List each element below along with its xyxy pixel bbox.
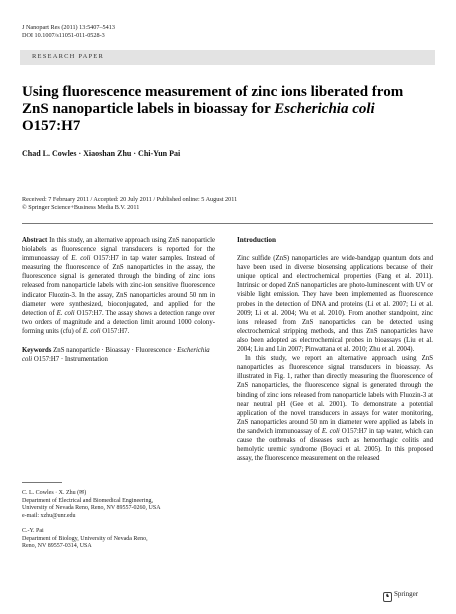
keywords xyxy=(22,346,215,364)
abstract-heading: Abstract xyxy=(22,237,48,244)
right-column xyxy=(237,236,433,463)
article-type-band xyxy=(20,50,435,65)
abstract-italic-1: E. coli xyxy=(71,255,91,263)
affiliation-2-address: Reno, NV 89557-0314, USA xyxy=(22,543,92,550)
affiliation-2 xyxy=(22,528,215,551)
keywords-text-1: ZnS nanoparticle · Bioassay · Fluorescence · xyxy=(51,347,178,355)
author-list: Chad L. Cowles · Xiaoshan Zhu · Chi-Yun Pai xyxy=(22,149,181,158)
springer-horse-icon: ♞ xyxy=(383,592,392,602)
title-main: Using fluorescence measurement of zinc ions liberated from ZnS nanoparticle labels in bioassay for xyxy=(22,84,404,117)
article-type-label: RESEARCH PAPER xyxy=(32,53,105,60)
paper-title xyxy=(22,84,432,135)
intro-p2-italic: E. coli xyxy=(321,427,340,435)
publisher-name: Springer xyxy=(394,590,419,598)
affiliation-1-authors: C. L. Cowles · X. Zhu (✉) xyxy=(22,490,87,496)
intro-p2-text-2: O157:H7 in tap water, which can cause the outbreaks of diseases such as hemorrhagic colitis and hemolytic uremic syndrome (Boyaci et al. 2005). In this proposed assay, the fluorescence measurement on the released xyxy=(237,427,433,463)
abstract-italic-3: E. coli xyxy=(82,327,101,335)
abstract xyxy=(22,236,215,336)
copyright-line: © Springer Science+Business Media B.V. 2011 xyxy=(22,204,140,211)
abstract-italic-2: E. coli xyxy=(56,309,75,317)
journal-citation: J Nanopart Res (2011) 13:5407–5413 xyxy=(22,24,115,31)
affiliation-1 xyxy=(22,490,215,520)
doi-line: DOI 10.1007/s11051-011-0528-3 xyxy=(22,32,105,39)
header-divider xyxy=(22,223,433,224)
left-column xyxy=(22,236,215,364)
keywords-text-2: O157:H7 · Instrumentation xyxy=(32,356,108,364)
title-tail: O157:H7 xyxy=(22,118,81,134)
publication-dates xyxy=(22,196,422,212)
journal-header xyxy=(22,24,115,40)
footnote-divider xyxy=(22,482,62,483)
keywords-italic: Escherichia coli xyxy=(22,347,210,364)
intro-paragraph-2 xyxy=(237,354,433,463)
abstract-text-2: O157:H7 in tap water samples. Instead of measuring the fluorescence of ZnS nanoparticles in the assay, the fluorescence signal is generated through the binding of zinc ions released from nanoparticle labels with zinc-ion sensitive fluorescence indicator Fluozin-3. In the assay, ZnS nanoparticles around 50 nm in diameter were synthesized, bioconjugated, and applied for the detection of xyxy=(22,255,215,317)
affiliation-1-email: e-mail: xzhu@unr.edu xyxy=(22,512,76,519)
intro-paragraph-1: Zinc sulfide (ZnS) nanoparticles are wide-bandgap quantum dots and have been used in diverse biosensing applications because of their unique optical and electrochemical properties (Fang et al. 2011). Intrinsic or doped ZnS nanoparticles are photo-luminescent with UV or visible light emission. They have been implemented as fluorescence probes in the detection of DNA and proteins (Li et al. 2007; Li et al. 2009; Li et al. 2004; Wu et al. 2010). From another standpoint, zinc ions released from ZnS nanoparticles can be detected using electrochemical stripping methods, and thus ZnS nanoparticles have also been adopted as electrochemical probes in bioassays (Liu et al. 2004; Liu and Lin 2007; Pinwattana et al. 2010; Zhu et al. 2004). xyxy=(237,255,433,354)
title-italic: Escherichia coli xyxy=(274,101,375,117)
affiliation-2-author: C.-Y. Pai xyxy=(22,528,44,534)
keywords-heading: Keywords xyxy=(22,347,52,355)
publisher-footer xyxy=(383,590,418,602)
abstract-text-4: O157:H7. xyxy=(100,327,130,335)
received-accepted-line: Received: 7 February 2011 / Accepted: 20 July 2011 / Published online: 5 August 2011 xyxy=(22,196,238,203)
affiliation-2-dept: Department of Biology, University of Nevada Reno, xyxy=(22,535,148,542)
affiliation-1-address: University of Nevada Reno, Reno, NV 89557-0260, USA xyxy=(22,505,161,512)
affiliation-1-dept: Department of Electrical and Biomedical Engineering, xyxy=(22,497,153,504)
introduction-heading: Introduction xyxy=(237,236,277,244)
intro-p2-text-1: In this study, we report an alternative approach using ZnS nanoparticles as fluorescence signal transducers in bioassay. As illustrated in Fig. 1, rather than directly measuring the fluorescence of ZnS nanoparticles, the fluorescence signal is generated through the binding of zinc ions released from nanoparticle labels with Fluozin-3 at near neutral pH (Gee et al. 2001). To demonstrate a potential application of the novel transducers in assays for water monitoring, ZnS nanoparticles around 50 nm in diameter were applied as labels in the sandwich immunoassay of xyxy=(237,355,433,435)
abstract-text-3: O157:H7. The assay shows a detection range over two orders of magnitude and a detection limit around 1000 colony-forming units (cfu) of xyxy=(22,309,215,335)
abstract-text-1: In this study, an alternative approach using ZnS nanoparticle biolabels as fluorescence signal transducers is reported for the immunoassay of xyxy=(22,237,215,263)
